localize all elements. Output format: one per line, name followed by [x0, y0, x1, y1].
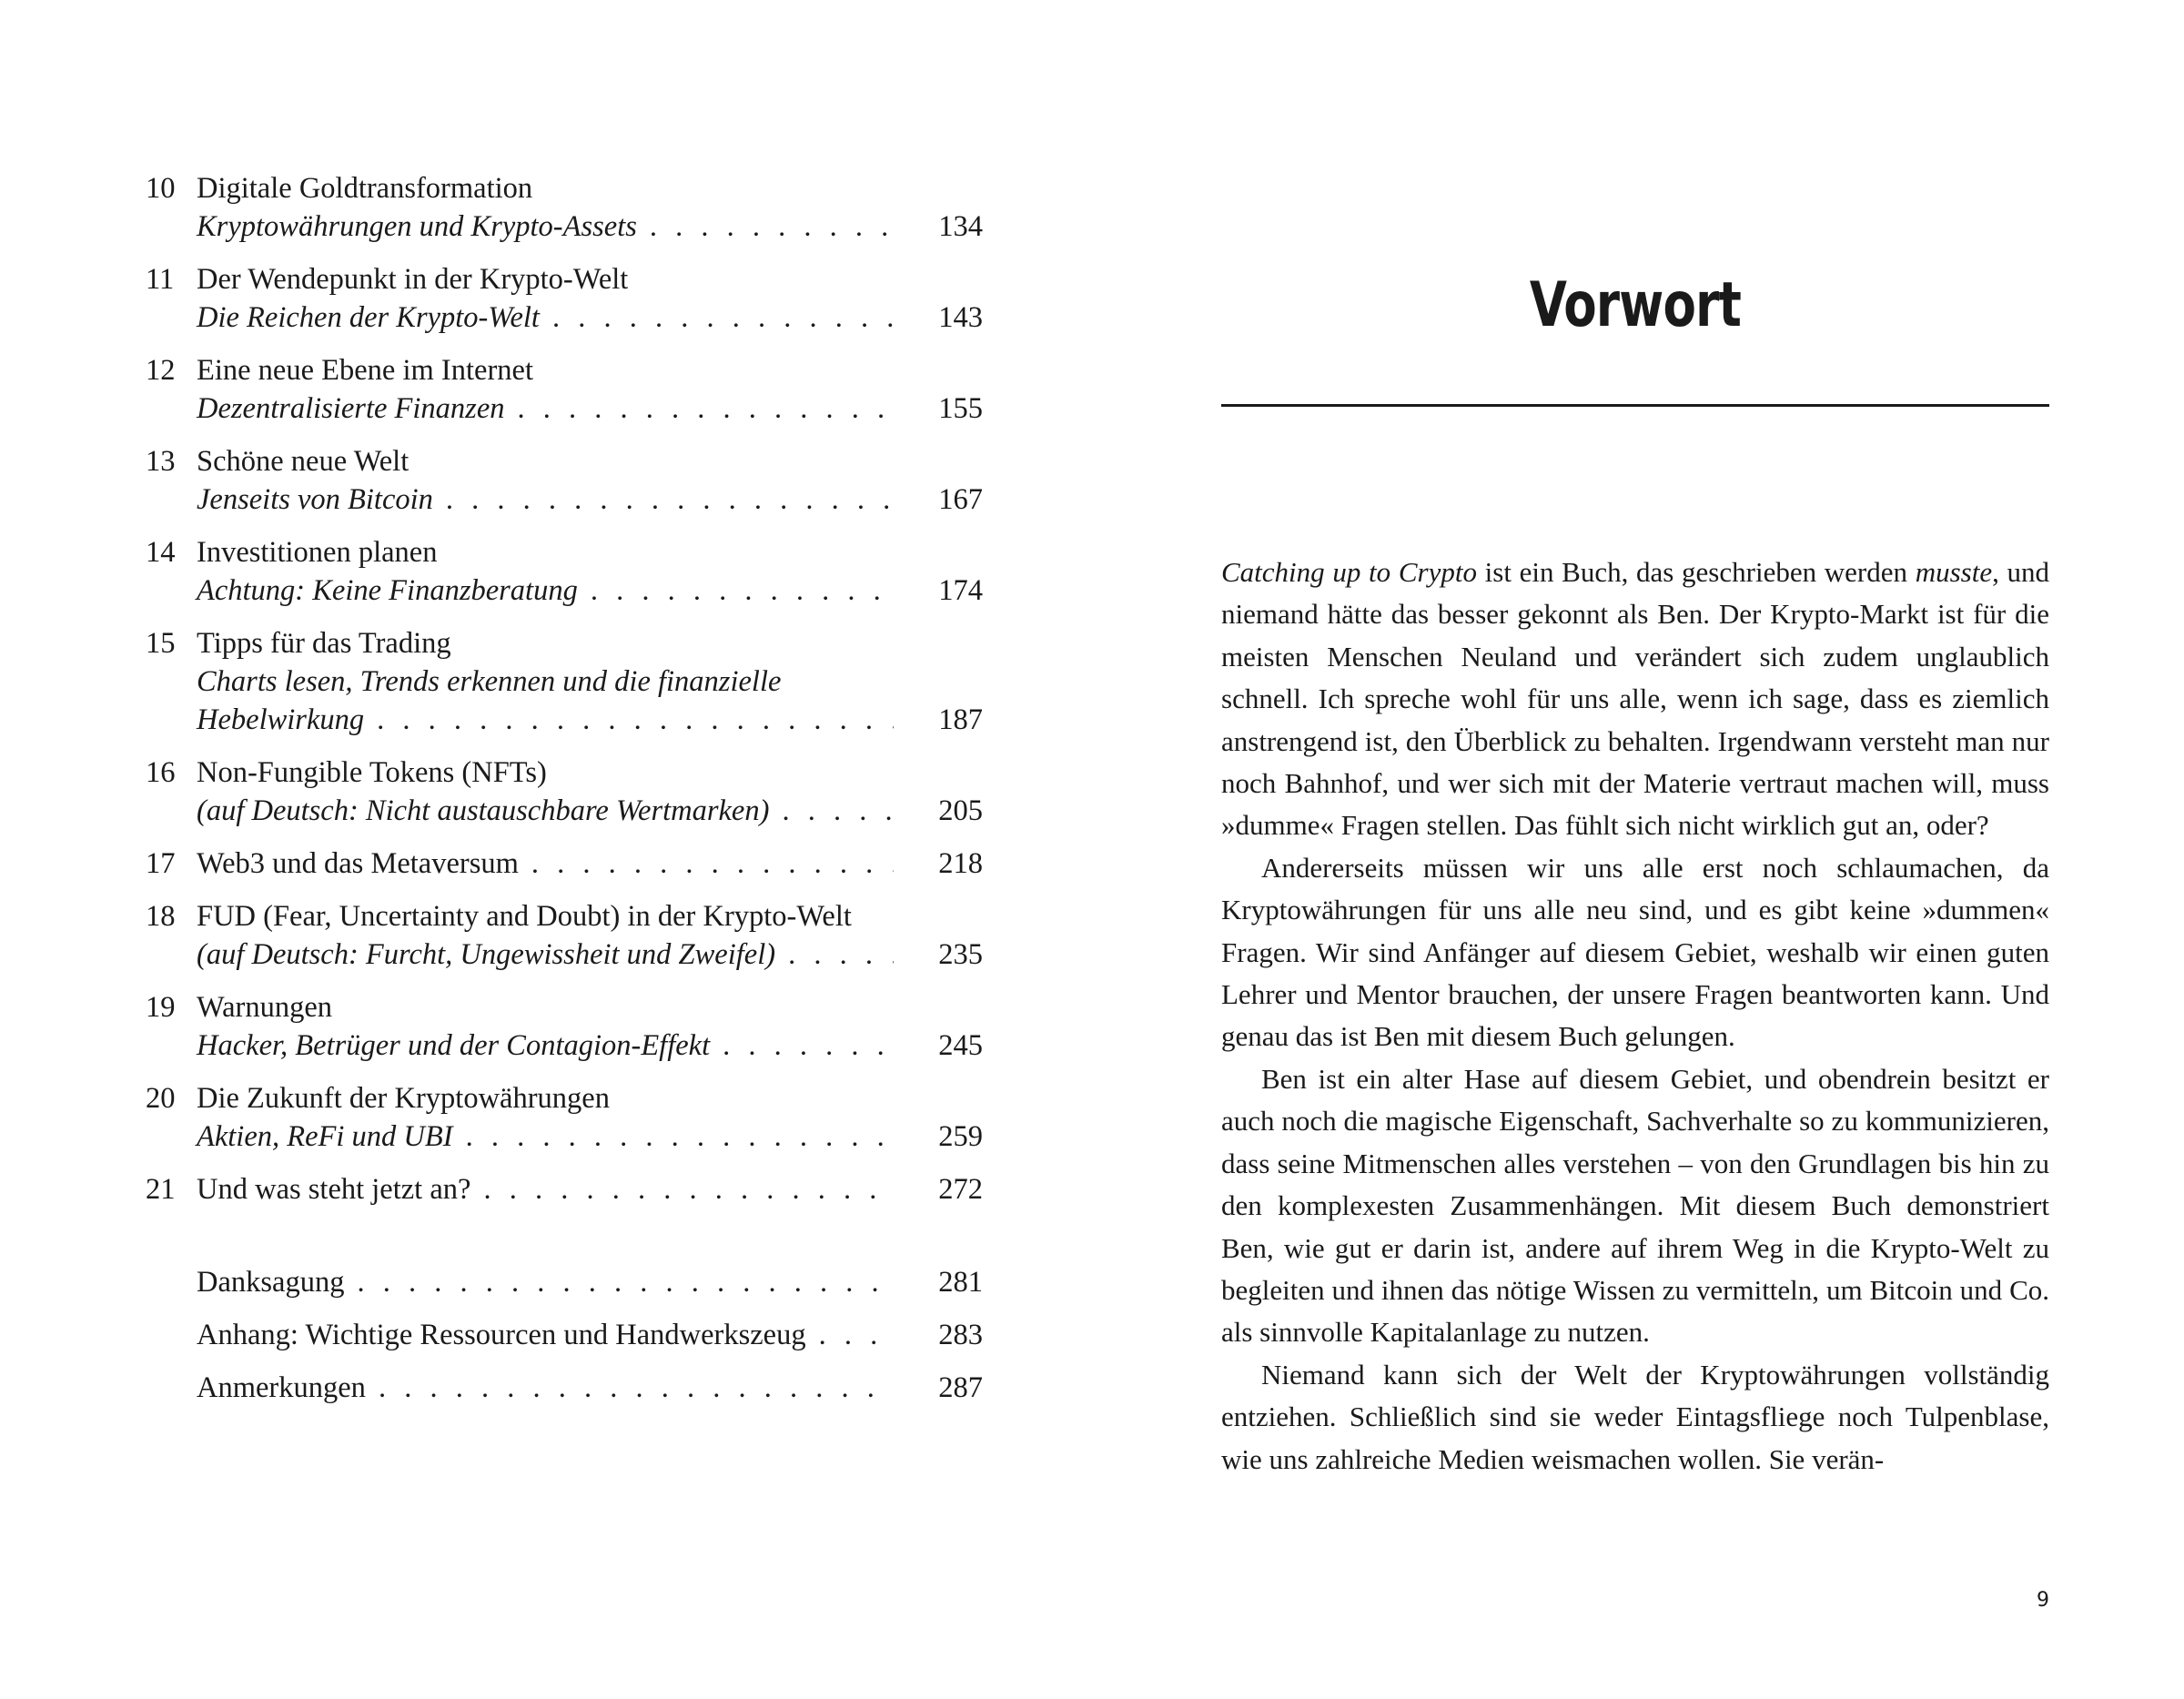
leader-dots: [446, 480, 894, 519]
page-number: 134: [938, 210, 983, 243]
leader-dots: [650, 207, 894, 246]
paragraph-4: Niemand kann sich der Welt der Kryptowährungen vollständig entziehen. Schließlich sind sie weder Eintagsfliege noch Tulpenblase, wie uns zahlreiche Medien weismachen wollen. Sie verän-: [1221, 1358, 2049, 1475]
page-number: 245: [938, 1029, 983, 1062]
chapter-number: 12: [146, 354, 176, 387]
chapter-title: Non-Fungible Tokens (NFTs): [197, 756, 547, 789]
leader-dots: [782, 792, 894, 830]
toc-back-matter-anhang: [146, 1316, 983, 1354]
chapter-number: 20: [146, 1082, 176, 1115]
page-number: 281: [938, 1266, 983, 1299]
chapter-title: Der Wendepunkt in der Krypto-Welt: [197, 263, 629, 296]
paragraph-1-text-a: ist ein Buch, das geschrieben werden: [1476, 556, 1916, 588]
chapter-number: 10: [146, 172, 176, 205]
page-number: 205: [938, 794, 983, 827]
paragraph-1: [1221, 551, 2049, 847]
chapter-title: Schöne neue Welt: [197, 445, 410, 478]
chapter-number: 13: [146, 445, 176, 478]
page-number: 272: [938, 1173, 983, 1206]
chapter-title: Eine neue Ebene im Internet: [197, 354, 533, 387]
chapter-subtitle: Kryptowährungen und Krypto-Assets: [197, 210, 637, 243]
toc-entry-13: [146, 442, 983, 519]
chapter-title: Investitionen planen: [197, 536, 438, 569]
page-number: 259: [938, 1120, 983, 1153]
toc-entry-14: [146, 533, 983, 610]
chapter-number: 21: [146, 1173, 176, 1206]
leader-dots: [483, 1170, 894, 1209]
chapter-title: Und was steht jetzt an?: [197, 1173, 471, 1206]
toc-spacer: [146, 1223, 983, 1263]
toc-entry-10: [146, 169, 983, 246]
paragraph-1-text-b: , und niemand hätte das besser gekonnt als Ben. Der Krypto-Markt ist für die meisten Menschen Neuland und verändert sich zudem unglaublich schnell. Ich spreche wohl für uns alle, wenn ich sage, dass es ziemlich anstrengend ist, den Überblick zu behalten. Irgendwann versteht man nur noch Bahnhof, und wer sich mit der Materie vertraut machen will, muss »dumme« Fragen stellen. Das fühlt sich nicht wirklich gut an, oder?: [1221, 556, 2050, 842]
table-of-contents: [146, 169, 983, 1421]
chapter-subtitle: (auf Deutsch: Furcht, Ungewissheit und Zweifel): [197, 938, 776, 971]
leader-dots: [788, 935, 894, 974]
toc-entry-21: [146, 1170, 983, 1209]
paragraph-2: Andererseits müssen wir uns alle erst noch schlaumachen, da Kryptowährungen für uns alle neu sind, und es gibt keine »dummen« Fragen. Wir sind Anfänger auf diesem Gebiet, weshalb wir einen guten Lehrer und Mentor brauchen, der unsere Fragen beantworten kann. Und genau das ist Ben mit diesem Buch gelungen.: [1221, 851, 2049, 1053]
page-number: 218: [938, 847, 983, 880]
chapter-title: Tipps für das Trading: [197, 627, 451, 660]
chapter-subtitle: Hacker, Betrüger und der Contagion-Effekt: [197, 1029, 711, 1062]
toc-entry-17: [146, 844, 983, 883]
page-number: 167: [938, 483, 983, 516]
page-number: 283: [938, 1319, 983, 1351]
toc-back-matter-danksagung: [146, 1263, 983, 1301]
chapter-number: 17: [146, 847, 176, 880]
page-number: 143: [938, 301, 983, 334]
toc-entry-15: [146, 624, 983, 739]
chapter-title: Die Zukunft der Kryptowährungen: [197, 1082, 610, 1115]
chapter-number: 14: [146, 536, 176, 569]
leader-dots: [531, 844, 894, 883]
chapter-number: 16: [146, 756, 176, 789]
chapter-number: 15: [146, 627, 176, 660]
page-folio: 9: [2037, 1589, 2049, 1612]
chapter-number: 11: [146, 263, 175, 296]
chapter-subtitle-continued: Hebelwirkung: [197, 703, 365, 736]
page-number: 287: [938, 1371, 983, 1404]
chapter-title: Web3 und das Metaversum: [197, 847, 519, 880]
toc-back-matter-anmerkungen: [146, 1369, 983, 1407]
back-matter-title: Danksagung: [197, 1266, 345, 1299]
chapter-subtitle: Jenseits von Bitcoin: [197, 483, 433, 516]
chapter-title: Digitale Goldtransformation: [197, 172, 533, 205]
leader-dots: [591, 571, 894, 610]
chapter-subtitle: Charts lesen, Trends erkennen und die finanzielle: [197, 665, 782, 698]
toc-entry-12: [146, 351, 983, 428]
heading-divider: [1221, 404, 2049, 407]
chapter-title: Warnungen: [197, 991, 332, 1024]
leader-dots: [357, 1263, 894, 1301]
leader-dots: [466, 1117, 894, 1156]
chapter-subtitle: Aktien, ReFi und UBI: [197, 1120, 453, 1153]
page-number: 235: [938, 938, 983, 971]
chapter-number: 19: [146, 991, 176, 1024]
toc-entry-16: [146, 753, 983, 830]
leader-dots: [819, 1316, 894, 1354]
leader-dots: [518, 389, 895, 428]
back-matter-title: Anmerkungen: [197, 1371, 366, 1404]
page-number: 155: [938, 392, 983, 425]
paragraph-3: Ben ist ein alter Hase auf diesem Gebiet, und obendrein besitzt er auch noch die magische Eigenschaft, Sachverhalte so zu kommunizieren, dass seine Mitmenschen alles verstehen – von den Grundlagen bis hin zu den komplexesten Zusammenhängen. Mit diesem Buch demonstriert Ben, wie gut er darin ist, andere auf ihrem Weg in die Krypto-Welt zu begleiten und ihnen das nötige Wissen zu vermitteln, um Bitcoin und Co. als sinnvolle Kapitalanlage zu nutzen.: [1221, 1062, 2049, 1349]
chapter-subtitle: Dezentralisierte Finanzen: [197, 392, 505, 425]
page-number: 187: [938, 703, 983, 736]
toc-entry-20: [146, 1079, 983, 1156]
leader-dots: [552, 298, 894, 337]
toc-entry-18: [146, 897, 983, 974]
leader-dots: [377, 701, 894, 739]
chapter-subtitle: Die Reichen der Krypto-Welt: [197, 301, 540, 334]
chapter-subtitle: (auf Deutsch: Nicht austauschbare Wertmarken): [197, 794, 770, 827]
book-title: Catching up to Crypto: [1221, 556, 1477, 588]
back-matter-title: Anhang: Wichtige Ressourcen und Handwerkszeug: [197, 1319, 806, 1351]
toc-entry-19: [146, 988, 983, 1065]
leader-dots: [723, 1026, 894, 1065]
foreword-body: [1221, 551, 2049, 1481]
chapter-subtitle: Achtung: Keine Finanzberatung: [197, 574, 578, 607]
toc-entry-11: [146, 260, 983, 337]
leader-dots: [379, 1369, 894, 1407]
page-number: 174: [938, 574, 983, 607]
emphasis: musste: [1915, 556, 1993, 588]
chapter-title: FUD (Fear, Uncertainty and Doubt) in der Krypto-Welt: [197, 900, 852, 933]
chapter-heading: Vorwort: [1529, 269, 1742, 341]
chapter-number: 18: [146, 900, 176, 933]
